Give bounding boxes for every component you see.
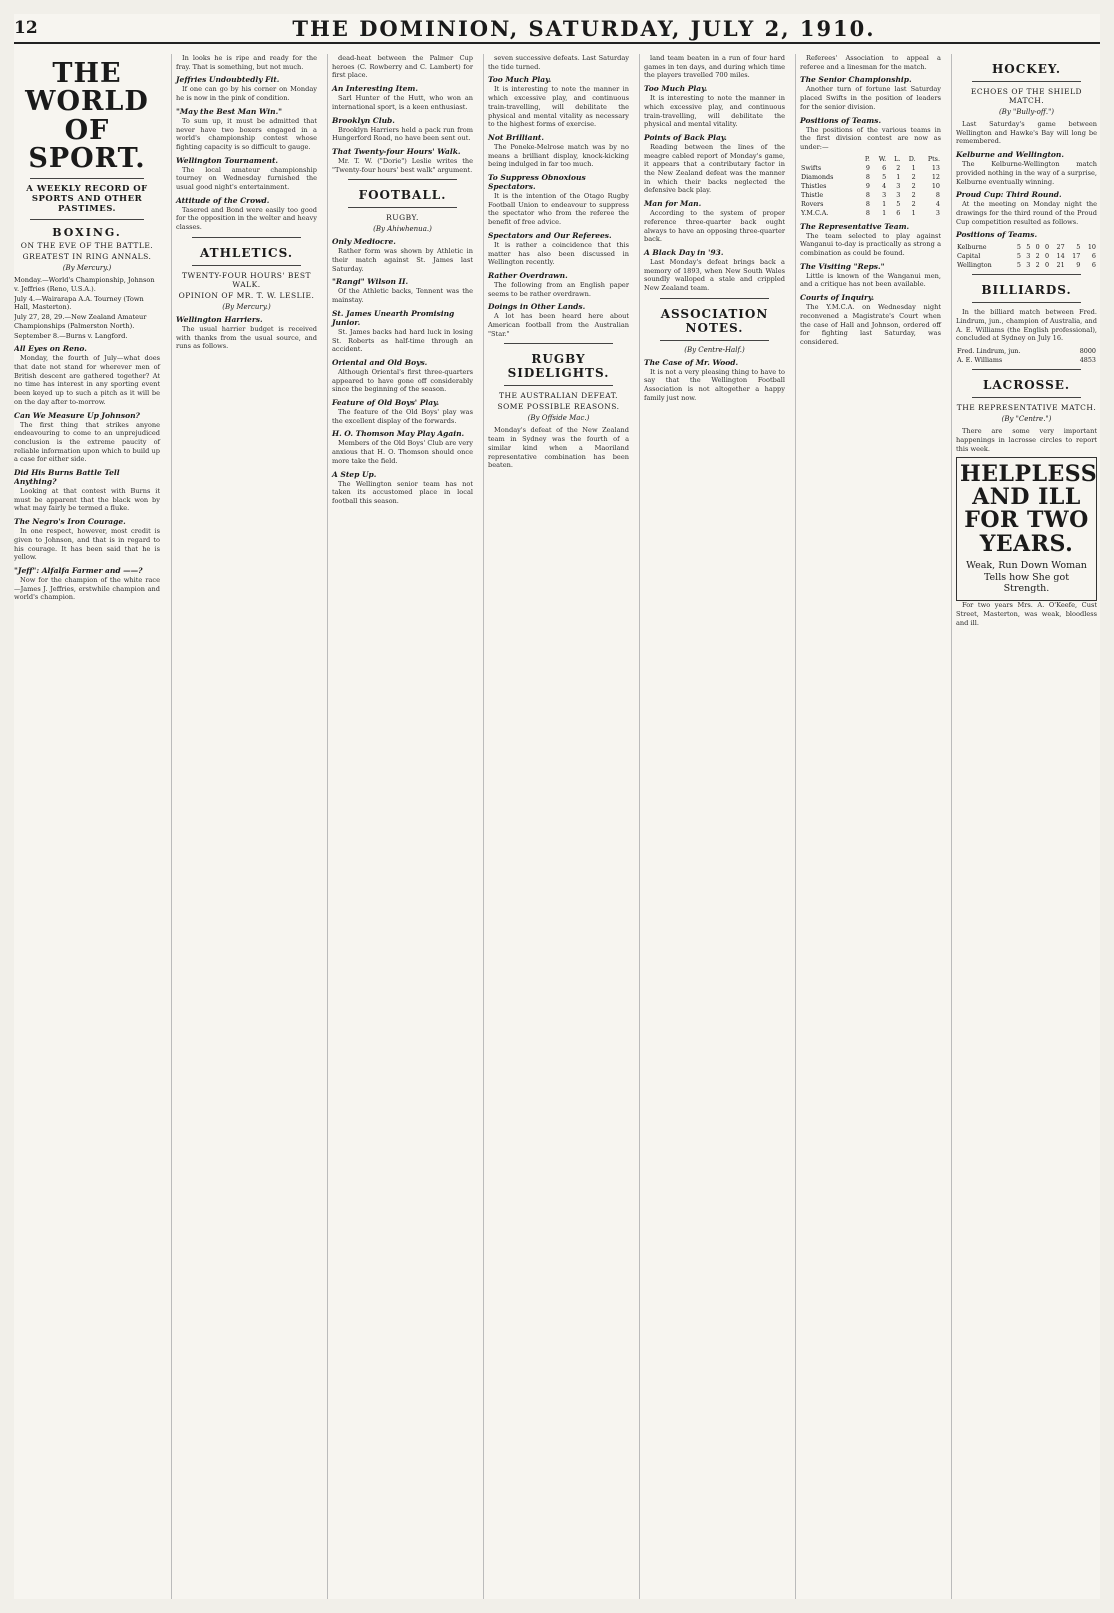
subheading: Jeffries Undoubtedly Fit.	[176, 75, 280, 85]
heading-hockey: HOCKEY.	[991, 62, 1062, 76]
table-row: Wellington 5 3 2 0 21 9 6	[957, 260, 1096, 269]
heading-boxing: BOXING.	[52, 226, 122, 240]
paragraph: The Poneke-Melrose match was by no means a brilliant display, knock-kicking being indulged in far too much.	[488, 142, 629, 169]
subheading: The Senior Championship.	[800, 75, 912, 85]
paragraph: Sarl Hunter of the Hutt, who won an international sport, is a keen enthusiast.	[332, 94, 473, 111]
paragraph: Although Oriental's first three-quarters appeared to have gone off considerably since the beginning of the season.	[332, 367, 473, 394]
subheading: St. James Unearth Promising Junior.	[332, 308, 455, 327]
paragraph: Members of the Old Boys' Club are very anxious that H. O. Thomson should once more take the field.	[332, 439, 473, 465]
heading-lacrosse: LACROSSE.	[982, 378, 1071, 393]
paragraph: If one can go by his corner on Monday he is now in the pink of condition.	[176, 85, 317, 103]
fixture-line: Monday.—World's Championship, Johnson v. Jeffries (Reno, U.S.A.).	[14, 276, 155, 294]
subheading: The Case of Mr. Wood.	[644, 357, 739, 367]
table-row: Kelburne 5 5 0 0 27 5 10	[957, 242, 1096, 251]
byline: (By Ahiwhenua.)	[373, 225, 432, 234]
deck: GREATEST IN RING ANNALS.	[22, 252, 152, 262]
billiards-scores	[956, 346, 1097, 364]
paragraph: Another turn of fortune last Saturday placed Swifts in the position of leaders for the senior division.	[800, 85, 941, 111]
subheading: Kelburne and Wellington.	[956, 150, 1064, 160]
paragraph: The team selected to play against Wanganui to-day is practically as strong a combination as could be found.	[800, 231, 941, 258]
deck: THE AUSTRALIAN DEFEAT.	[498, 391, 619, 401]
subheading: Too Much Play.	[488, 75, 552, 85]
paragraph: St. James backs had hard luck in losing St. Roberts as half-time through an accident.	[332, 327, 473, 354]
paragraph: To sum up, it must be admitted that never have two boxers engaged in a world's championship contest whose fighting capacity is so difficult to gauge.	[176, 116, 317, 151]
byline: (By "Centre.")	[1001, 415, 1052, 424]
subheading: The Visiting "Reps."	[800, 261, 885, 271]
table-row: Capital 5 3 2 0 14 17 6	[957, 251, 1096, 260]
paragraph: Referees' Association to appeal a referee and a linesman for the match.	[800, 54, 941, 71]
divider	[348, 207, 457, 208]
subheading: Spectators and Our Referees.	[488, 230, 612, 240]
divider	[972, 302, 1081, 303]
subheading: Rather Overdrawn.	[488, 270, 568, 280]
paragraph: The positions of the various teams in the first division contest are now as under:—	[800, 125, 941, 151]
heading-athletics: ATHLETICS.	[199, 245, 293, 260]
subheading: Oriental and Old Boys.	[332, 357, 428, 367]
columns	[14, 54, 1100, 1599]
column-3	[327, 54, 475, 1599]
paragraph: The Y.M.C.A. on Wednesday night reconvened a Magistrate's Court when the case of Hall and Johnson, ordered off for fighting last Saturday, was considered.	[800, 303, 941, 346]
deck: THE REPRESENTATIVE MATCH.	[956, 403, 1097, 413]
paragraph: Monday's defeat of the New Zealand team in Sydney was the fourth of a similar kind when a Maoriland representative combination has been beaten.	[488, 426, 629, 470]
subheading: Too Much Play.	[644, 84, 708, 94]
paragraph: Monday, the fourth of July—what does that date not stand for wherever men of British descent are gathered together? At no time has interest in any sporting event been keyed up to such a pitch as it will be on the day after to-morrow.	[14, 354, 160, 406]
paragraph: Reading between the lines of the meagre cabled report of Monday's game, it appears that a contributary factor in the New Zealand defeat was the manner in which their backs neglected the defensive back play.	[644, 142, 785, 195]
divider	[660, 340, 769, 341]
section-title: THE WORLD OF SPORT.	[25, 58, 149, 175]
newspaper-page	[14, 14, 1100, 1599]
subheading: Wellington Tournament.	[176, 155, 279, 165]
subheading: Did His Burns Battle Tell Anything?	[14, 468, 120, 487]
subheading: Brooklyn Club.	[332, 115, 395, 125]
table-row: Swifts 9 6 2 1 13	[801, 164, 940, 173]
divider	[972, 81, 1081, 82]
column-5	[639, 54, 787, 1599]
paragraph: A lot has been heard here about American football from the Australian "Star."	[488, 312, 629, 338]
subheading: Points of Back Play.	[644, 132, 727, 142]
divider	[30, 219, 144, 220]
byline: (By "Bully-off.")	[998, 108, 1055, 116]
subheading: Courts of Inquiry.	[800, 293, 875, 303]
paragraph: The Wellington senior team has not taken its accustomed place in local football this season.	[332, 479, 473, 505]
divider	[192, 237, 301, 238]
subheading: A Black Day in '93.	[644, 247, 724, 257]
table-header-row: P. W. L. D. Pts.	[864, 155, 940, 164]
deck: ECHOES OF THE SHIELD MATCH.	[970, 87, 1083, 105]
divider	[504, 343, 613, 344]
paragraph: It is interesting to note the manner in which excessive play, and continuous train-travelling, will debilitate the physical and mental vitality.	[644, 94, 785, 129]
paragraph: The first thing that strikes anyone endeavouring to come to an unprejudiced conclusion is the extreme paucity of reliable information upon which to build up a case for either side.	[14, 420, 160, 464]
subheading: Man for Man.	[644, 199, 702, 209]
subheading: Not Brilliant.	[488, 132, 545, 142]
paragraph: It is rather a coincidence that this matter has also been discussed in Wellington recently.	[488, 240, 629, 267]
divider	[660, 298, 769, 299]
subheading: Wellington Harriers.	[176, 314, 263, 324]
divider	[30, 178, 144, 179]
subheading: "Jeff": Alfalfa Farmer and ——?	[14, 565, 143, 575]
masthead	[14, 14, 1100, 44]
divider	[972, 369, 1081, 370]
byline: (By Offside Mac.)	[527, 414, 590, 423]
standings-table	[800, 155, 941, 218]
paragraph: It is the intention of the Otago Rugby Football Union to endeavour to suppress the spectator who from the referee the benefit of free advice.	[488, 192, 629, 227]
table-row: Y.M.C.A. 8 1 6 1 3	[801, 209, 940, 218]
table-row: Thistle 8 3 3 2 8	[801, 191, 940, 200]
subheading: Proud Cup: Third Round.	[956, 190, 1062, 200]
table-row: Diamonds 8 5 1 2 12	[801, 173, 940, 182]
subheading: "Rangi" Wilson II.	[332, 277, 409, 287]
divider	[972, 397, 1081, 398]
paragraph: Of the Athletic backs, Tennent was the mainstay.	[332, 287, 473, 305]
column-4	[483, 54, 631, 1599]
paragraph: It is not a very pleasing thing to have to say that the Wellington Football Association is not altogether a happy family just now.	[644, 367, 785, 402]
ad-subheadline: Weak, Run Down Woman Tells how She got Strength.	[966, 559, 1087, 595]
paragraph: At the meeting on Monday night the drawings for the third round of the Proud Cup competition resulted as follows.	[956, 200, 1097, 226]
paragraph: Last Saturday's game between Wellington and Hawke's Bay will long be remembered.	[956, 120, 1097, 146]
subheading: All Eyes on Reno.	[14, 344, 87, 354]
subheading: That Twenty-four Hours' Walk.	[332, 146, 461, 156]
paragraph: Mr. T. W. ("Dorie") Leslie writes the "Twenty-four hours' best walk" argument.	[332, 156, 473, 174]
subheading: The Negro's Iron Courage.	[14, 517, 126, 527]
deck: SOME POSSIBLE REASONS.	[497, 402, 620, 412]
column-1	[14, 54, 162, 1599]
paragraph: The usual harrier budget is received with thanks from the usual source, and runs as follows.	[176, 324, 317, 351]
byline: (By Centre-Half.)	[684, 345, 745, 354]
byline: (By Mercury.)	[222, 302, 271, 311]
subheading: Doings in Other Lands.	[488, 302, 586, 312]
paragraph: land team beaten in a run of four hard games in ten days, and during which time the players travelled 700 miles.	[644, 54, 785, 80]
divider	[192, 265, 301, 266]
paragraph: Brooklyn Harriers held a pack run from Hungerford Road, no have been sent out.	[332, 125, 473, 143]
heading-football: FOOTBALL.	[358, 188, 447, 203]
heading-billiards: BILLIARDS.	[981, 283, 1072, 298]
fixture-line: September 8.—Burns v. Langford.	[14, 331, 128, 340]
subheading: To Suppress Obnoxious Spectators.	[488, 173, 586, 192]
divider	[972, 274, 1081, 275]
subheading: The Representative Team.	[800, 221, 910, 231]
subheading: Attitude of the Crowd.	[176, 195, 270, 205]
paragraph: In the billiard match between Fred. Lindrum, jun., champion of Australia, and A. E. Williams (the English professional), concluded at Sydney on July 16.	[956, 308, 1097, 343]
paragraph: Looking at that contest with Burns it must be apparent that the black won by what may fairly be termed a fluke.	[14, 487, 160, 513]
heading-association: ASSOCIATION NOTES.	[660, 306, 769, 335]
paragraph: In looks he is ripe and ready for the fray. That is something, but not much.	[176, 54, 317, 71]
subheading: "May the Best Man Win."	[176, 106, 283, 116]
deck: TWENTY-FOUR HOURS' BEST WALK.	[182, 270, 311, 289]
paragraph: There are some very important happenings in lacrosse circles to report this week.	[956, 427, 1097, 453]
subheading: Only Mediocre.	[332, 237, 396, 247]
byline: (By Mercury.)	[62, 264, 112, 273]
subheading: Positions of Teams.	[956, 230, 1038, 240]
deck: RUGBY.	[386, 213, 419, 223]
paragraph: dead-heat between the Palmer Cup heroes (C. Rowberry and C. Lambert) for first place.	[332, 54, 473, 80]
paragraph: According to the system of proper reference three-quarter back ought always to have an opposing three-quarter back.	[644, 209, 785, 244]
deck: OPINION OF MR. T. W. LESLIE.	[178, 290, 315, 300]
paragraph: The following from an English paper seems to be rather overdrawn.	[488, 280, 629, 298]
paragraph: In one respect, however, most credit is given to Johnson, and that is in regard to his courage. It has been said that he is yellow.	[14, 527, 160, 562]
paragraph: The local amateur championship tourney on Wednesday furnished the usual good night's entertainment.	[176, 165, 317, 192]
heading-rugby-sidelights: RUGBY SIDELIGHTS.	[507, 352, 610, 381]
subheading: H. O. Thomson May Play Again.	[332, 429, 465, 439]
subheading: Can We Measure Up Johnson?	[14, 410, 140, 420]
page-number: 12	[14, 18, 38, 38]
column-2	[171, 54, 319, 1599]
paragraph: It is interesting to note the manner in which excessive play, and continuous train-travelling, will debilitate the physical and mental vitality as necessary to the highest forms of exercise.	[488, 85, 629, 129]
fixture-line: July 4.—Wairarapa A.A. Tourney (Town Hall, Masterton).	[14, 294, 144, 312]
paragraph: seven successive defeats. Last Saturday the tide turned.	[488, 54, 629, 71]
advertisement	[956, 457, 1097, 601]
subheading: A Step Up.	[332, 469, 377, 479]
subheading: An Interesting Item.	[332, 84, 418, 94]
column-6	[795, 54, 943, 1599]
hockey-table	[956, 242, 1097, 269]
paper-title: THE DOMINION, SATURDAY, JULY 2, 1910.	[292, 16, 876, 41]
subheading: Feature of Old Boys' Play.	[332, 398, 440, 408]
section-subtitle: A WEEKLY RECORD OF SPORTS AND OTHER PASTIMES.	[26, 184, 148, 215]
column-7	[951, 54, 1099, 1599]
paragraph: Rather form was shown by Athletic in their match against St. James last Saturday.	[332, 247, 473, 273]
ad-headline: HELPLESS AND ILL FOR TWO YEARS.	[960, 461, 1098, 557]
table-row: Rovers 8 1 5 2 4	[801, 200, 940, 209]
paragraph: Tasered and Bond were easily too good for the opposition in the welter and heavy classes.	[176, 205, 317, 232]
fixture-line: July 27, 28, 29.—New Zealand Amateur Championships (Palmerston North).	[14, 313, 147, 330]
divider	[348, 179, 457, 180]
subheading: Positions of Teams.	[800, 115, 882, 125]
paragraph: Little is known of the Wanganui men, and a critique has not been available.	[800, 271, 941, 289]
table-row: Fred. Lindrum, jun. 8000	[957, 346, 1096, 355]
paragraph: The Kelburne-Wellington match provided nothing in the way of a surprise, Kelburne eventually winning.	[956, 160, 1097, 186]
table-row: Thistles 9 4 3 2 10	[801, 182, 940, 191]
divider	[504, 385, 613, 386]
paragraph: The feature of the Old Boys' play was the excellent display of the forwards.	[332, 408, 473, 425]
paragraph: For two years Mrs. A. O'Keefe, Cust Street, Masterton, was weak, bloodless and ill.	[956, 601, 1097, 627]
table-row: A. E. Williams 4853	[957, 355, 1096, 364]
paragraph: Now for the champion of the white race—James J. Jeffries, erstwhile champion and world's champion.	[14, 575, 160, 602]
paragraph: Last Monday's defeat brings back a memory of 1893, when New South Wales soundly walloped a stale and crippled New Zealand team.	[644, 257, 785, 293]
deck: ON THE EVE OF THE BATTLE.	[20, 241, 154, 251]
